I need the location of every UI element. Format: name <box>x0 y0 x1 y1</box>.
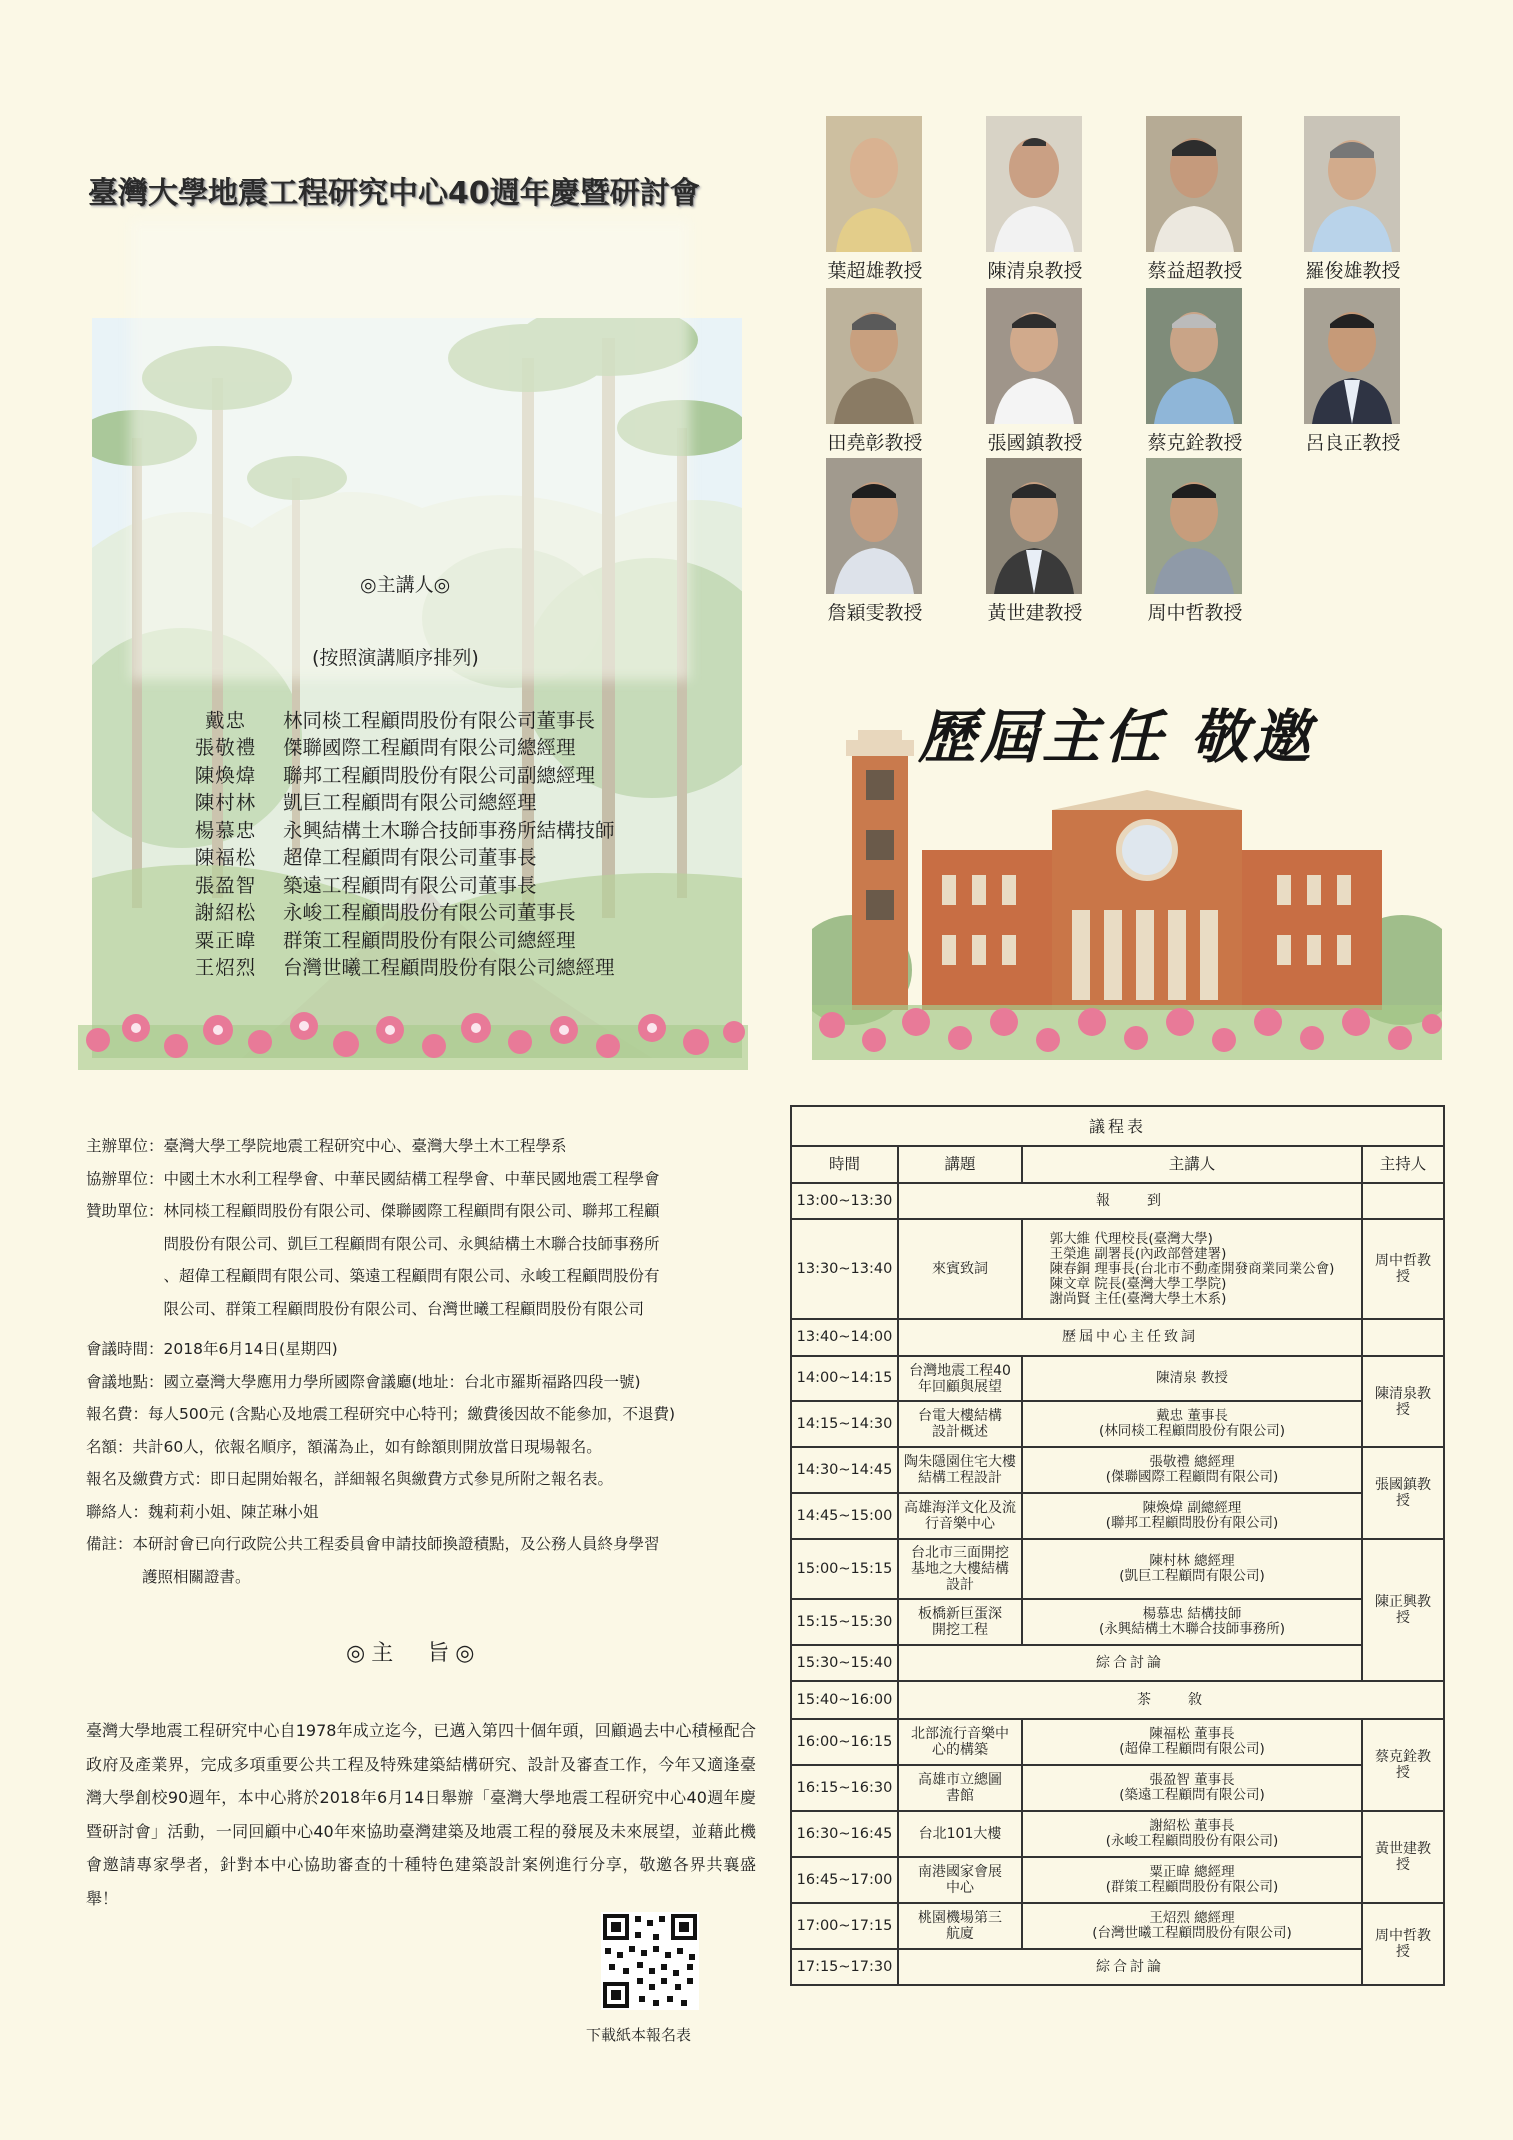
flower-border-left <box>78 990 748 1070</box>
agenda-row <box>791 1765 1444 1811</box>
professor-photo <box>1304 288 1400 424</box>
speaker-row <box>168 953 728 981</box>
professor-card <box>960 288 1090 460</box>
agenda-title-row <box>791 1106 1444 1146</box>
agenda-time: 17:15~17:30 <box>791 1949 898 1985</box>
agenda-topic <box>898 1903 1022 1949</box>
sponsor-line: 問股份有限公司、凱巨工程顧問有限公司、永興結構土木聯合技師事務所 <box>163 1234 660 1253</box>
agenda-header-row <box>791 1146 1444 1183</box>
host-name: 周中哲教授 <box>1375 1928 1431 1960</box>
agenda-time: 15:00~15:15 <box>791 1539 898 1599</box>
agenda-row <box>791 1811 1444 1857</box>
host-name: 陳正興教授 <box>1375 1594 1431 1626</box>
speaker-row <box>168 870 728 898</box>
agenda-topic <box>898 1539 1022 1599</box>
agenda-row <box>791 1903 1444 1949</box>
agenda-time: 16:15~16:30 <box>791 1765 898 1811</box>
agenda-time: 13:40~14:00 <box>791 1319 898 1356</box>
agenda-title: 議程表 <box>791 1106 1444 1146</box>
agenda-row <box>791 1719 1444 1765</box>
agenda-host <box>1362 1811 1444 1903</box>
agenda-host <box>1362 1903 1444 1985</box>
agenda-topic: 台北101大樓 <box>898 1811 1022 1857</box>
agenda-host <box>1362 1539 1444 1681</box>
speaker-company: 凱巨工程顧問有限公司總經理 <box>283 791 537 815</box>
speaker-company: (永興結構土木聯合技師事務所) <box>1098 1621 1286 1637</box>
guest-speaker: 陳文章 院長(臺灣大學工學院) <box>1049 1275 1227 1292</box>
speaker-name: 陳煥煒 副總經理 <box>1142 1500 1242 1516</box>
topic-text: 桃園機場第三航廈 <box>918 1910 1002 1942</box>
professor-card <box>1120 458 1250 630</box>
agenda-time: 13:00~13:30 <box>791 1183 898 1219</box>
agenda-speaker <box>1022 1493 1362 1539</box>
agenda-time: 14:30~14:45 <box>791 1447 898 1493</box>
speaker-company: (永峻工程顧問股份有限公司) <box>1105 1833 1279 1849</box>
professor-card <box>960 458 1090 630</box>
speaker-company: 台灣世曦工程顧問股份有限公司總經理 <box>283 956 615 980</box>
agenda-row <box>791 1539 1444 1599</box>
agenda-topic <box>898 1719 1022 1765</box>
topic-text: 台電大樓結構設計概述 <box>918 1408 1002 1440</box>
agenda-host <box>1362 1219 1444 1319</box>
agenda-speaker <box>1022 1765 1362 1811</box>
speaker-name: 楊慕忠 結構技師 <box>1142 1606 1242 1622</box>
host-name: 張國鎮教授 <box>1375 1477 1431 1509</box>
professor-card <box>1278 116 1408 288</box>
speaker-name: 謝紹松 <box>194 901 257 925</box>
agenda-row <box>791 1599 1444 1645</box>
professor-photo <box>986 288 1082 424</box>
speaker-company: 超偉工程顧問有限公司董事長 <box>283 846 537 870</box>
professor-name: 周中哲教授 <box>1147 602 1243 624</box>
speaker-name: 張盈智 董事長 <box>1149 1772 1235 1788</box>
header-host: 主持人 <box>1362 1146 1444 1183</box>
agenda-host <box>1362 1356 1444 1447</box>
speaker-name: 戴忠 董事長 <box>1156 1408 1228 1424</box>
sponsor-label: 贊助單位： <box>86 1202 164 1220</box>
agenda-speaker <box>1022 1857 1362 1903</box>
professor-name: 呂良正教授 <box>1305 432 1401 454</box>
professor-photo <box>1146 458 1242 594</box>
agenda-time: 14:00~14:15 <box>791 1356 898 1401</box>
guest-speaker: 謝尚賢 主任(臺灣大學土木系) <box>1049 1290 1227 1307</box>
agenda-item: 報 到 <box>898 1183 1362 1219</box>
speaker-name: 王炤烈 總經理 <box>1149 1910 1235 1926</box>
speaker-heading: ◎主講人◎ <box>360 574 451 596</box>
note-text: 備註：本研討會已向行政院公共工程委員會申請技師換證積點，及公務人員終身學習 <box>86 1535 660 1553</box>
host-name: 周中哲教授 <box>1375 1253 1431 1285</box>
speaker-row <box>168 815 728 843</box>
speaker-list <box>168 705 728 980</box>
speaker-row <box>168 788 728 816</box>
agenda-time: 13:30~13:40 <box>791 1219 898 1319</box>
agenda-speaker <box>1022 1447 1362 1493</box>
co-organizer-label: 協辦單位： <box>86 1169 164 1188</box>
agenda-row <box>791 1949 1444 1985</box>
professor-card <box>800 288 930 460</box>
sponsor-line: 、超偉工程顧問有限公司、築遠工程顧問有限公司、永峻工程顧問股份有 <box>163 1267 660 1285</box>
speaker-company: 林同棪工程顧問股份有限公司董事長 <box>283 708 596 732</box>
agenda-speaker <box>1022 1719 1362 1765</box>
agenda-row <box>791 1857 1444 1903</box>
professor-name: 蔡克銓教授 <box>1147 432 1243 454</box>
professor-name: 張國鎮教授 <box>987 432 1083 454</box>
agenda-row <box>791 1319 1444 1356</box>
speaker-company: (群策工程顧問股份有限公司) <box>1105 1879 1279 1895</box>
agenda-speaker <box>1022 1219 1362 1319</box>
agenda-time: 16:00~16:15 <box>791 1719 898 1765</box>
agenda-host <box>1362 1719 1444 1811</box>
agenda-row <box>791 1493 1444 1539</box>
co-organizer-text: 中國土木水利工程學會、中華民國結構工程學會、中華民國地震工程學會 <box>163 1169 660 1188</box>
professor-photo <box>826 288 922 424</box>
agenda-row <box>791 1401 1444 1447</box>
speaker-company: (林同棪工程顧問股份有限公司) <box>1098 1423 1286 1439</box>
professor-name: 葉超雄教授 <box>827 260 923 282</box>
topic-text: 台北市三面開挖基地之大樓結構設計 <box>911 1545 1009 1593</box>
speaker-name: 陳福松 <box>194 846 257 870</box>
agenda-topic <box>898 1356 1022 1401</box>
speaker-order-note: (按照演講順序排列) <box>312 647 479 669</box>
professor-photo <box>826 116 922 252</box>
professor-photo <box>986 116 1082 252</box>
professor-name: 田堯彰教授 <box>827 432 923 454</box>
speaker-name: 王炤烈 <box>194 956 257 980</box>
venue-text: 會議地點：國立臺灣大學應用力學所國際會議廳(地址：台北市羅斯福路四段一號) <box>86 1372 641 1391</box>
agenda-item: 茶 敘 <box>898 1681 1444 1719</box>
speaker-row <box>168 843 728 871</box>
speaker-company: (台灣世曦工程顧問股份有限公司) <box>1092 1925 1292 1941</box>
professor-name: 蔡益超教授 <box>1147 260 1243 282</box>
topic-text: 高雄市立總圖書館 <box>918 1772 1002 1804</box>
speaker-company: 聯邦工程顧問股份有限公司副總經理 <box>283 763 596 787</box>
agenda-host-empty <box>1362 1183 1444 1219</box>
speaker-name: 粟正暐 總經理 <box>1149 1864 1235 1880</box>
former-directors-grid <box>800 116 1450 636</box>
speaker-row <box>168 705 728 733</box>
speaker-name: 謝紹松 董事長 <box>1149 1818 1235 1834</box>
host-name: 蔡克銓教授 <box>1375 1749 1431 1781</box>
topic-text: 南港國家會展中心 <box>918 1864 1002 1896</box>
professor-name: 陳清泉教授 <box>987 260 1083 282</box>
topic-text: 板橋新巨蛋深開挖工程 <box>918 1606 1002 1638</box>
speaker-company: (傑聯國際工程顧問有限公司) <box>1105 1469 1279 1485</box>
agenda-host <box>1362 1447 1444 1539</box>
professor-card <box>800 458 930 630</box>
agenda-speaker: 陳清泉 教授 <box>1022 1356 1362 1401</box>
guest-speaker: 郭大維 代理校長(臺灣大學) <box>1049 1230 1213 1247</box>
speaker-name: 陳村林 總經理 <box>1149 1553 1235 1569</box>
sponsor-line: 林同棪工程顧問股份有限公司、傑聯國際工程顧問有限公司、聯邦工程顧 <box>163 1202 660 1220</box>
agenda-topic <box>898 1493 1022 1539</box>
agenda-time: 14:15~14:30 <box>791 1401 898 1447</box>
agenda-topic: 來賓致詞 <box>898 1219 1022 1319</box>
contact-text: 聯絡人：魏莉莉小姐、陳芷琳小姐 <box>86 1502 319 1521</box>
agenda-time: 17:00~17:15 <box>791 1903 898 1949</box>
note-text-cont: 護照相關證書。 <box>142 1567 251 1586</box>
agenda-row <box>791 1681 1444 1719</box>
professor-name: 黃世建教授 <box>987 602 1083 624</box>
agenda-topic <box>898 1857 1022 1903</box>
header-time: 時間 <box>791 1146 898 1183</box>
topic-text: 台灣地震工程40年回顧與展望 <box>909 1362 1011 1395</box>
agenda-row <box>791 1356 1444 1401</box>
professor-photo <box>986 458 1082 594</box>
speaker-company: 永興結構土木聯合技師事務所結構技師 <box>283 818 615 842</box>
agenda-speaker <box>1022 1903 1362 1949</box>
organizer-label: 主辦單位： <box>86 1137 164 1155</box>
fee-text: 報名費：每人500元 (含點心及地震工程研究中心特刊；繳費後因故不能參加，不退費) <box>86 1405 676 1423</box>
topic-text: 北部流行音樂中心的構築 <box>911 1726 1009 1758</box>
professor-card <box>1120 288 1250 460</box>
agenda-time: 16:45~17:00 <box>791 1857 898 1903</box>
sponsor-row <box>86 1195 776 1325</box>
host-name: 黃世建教授 <box>1375 1841 1431 1873</box>
page-title: 臺灣大學地震工程研究中心40週年慶暨研討會 <box>88 176 700 211</box>
organizer-row <box>86 1130 776 1163</box>
speaker-company: (凱巨工程顧問有限公司) <box>1119 1568 1265 1584</box>
agenda-item: 綜合討論 <box>898 1949 1362 1985</box>
professor-name: 詹穎雯教授 <box>827 602 923 624</box>
topic-text: 高雄海洋文化及流行音樂中心 <box>904 1500 1016 1532</box>
agenda-row <box>791 1645 1444 1681</box>
guest-speaker: 陳春銅 理事長(台北市不動產開發商業同業公會) <box>1049 1260 1335 1277</box>
speaker-name: 張敬禮 總經理 <box>1149 1454 1235 1470</box>
speaker-company: 群策工程顧問股份有限公司總經理 <box>283 928 576 952</box>
host-name: 陳清泉教授 <box>1375 1385 1431 1418</box>
date-text: 會議時間：2018年6月14日(星期四) <box>86 1340 338 1358</box>
agenda-row <box>791 1183 1444 1219</box>
qr-label: 下載紙本報名表 <box>586 2026 692 2044</box>
agenda-item: 綜合討論 <box>898 1645 1362 1681</box>
speaker-company: (超偉工程顧問有限公司) <box>1119 1741 1265 1757</box>
invite-title: 歷屆主任 敬邀 <box>918 703 1315 771</box>
professor-name: 羅俊雄教授 <box>1305 260 1401 282</box>
speaker-row <box>168 898 728 926</box>
agenda-topic <box>898 1401 1022 1447</box>
agenda-time: 15:15~15:30 <box>791 1599 898 1645</box>
agenda-speaker <box>1022 1599 1362 1645</box>
speaker-row <box>168 760 728 788</box>
agenda-table <box>790 1105 1443 1986</box>
speaker-company: (築遠工程顧問有限公司) <box>1119 1787 1265 1803</box>
sponsor-line: 限公司、群策工程顧問股份有限公司、台灣世曦工程顧問股份有限公司 <box>163 1299 645 1318</box>
organizer-text: 臺灣大學工學院地震工程研究中心、臺灣大學土木工程學系 <box>163 1137 567 1155</box>
agenda-time: 15:30~15:40 <box>791 1645 898 1681</box>
speaker-name: 戴忠 <box>204 708 246 732</box>
speaker-name: 陳福松 董事長 <box>1149 1726 1235 1742</box>
agenda-speaker <box>1022 1811 1362 1857</box>
agenda-host-empty <box>1362 1319 1444 1356</box>
agenda-speaker <box>1022 1539 1362 1599</box>
speaker-name: 楊慕忠 <box>194 818 257 842</box>
agenda-row <box>791 1447 1444 1493</box>
co-organizer-row <box>86 1163 776 1196</box>
professor-card <box>800 116 930 288</box>
professor-card <box>1120 116 1250 288</box>
speaker-name: 陳村林 <box>194 791 257 815</box>
speaker-name: 陳煥煒 <box>194 763 257 787</box>
professor-photo <box>1304 116 1400 252</box>
sponsor-text <box>164 1195 776 1325</box>
registration-qr-code[interactable] <box>601 1912 699 2010</box>
agenda-time: 15:40~16:00 <box>791 1681 898 1719</box>
purpose-heading: ◎主 旨◎ <box>346 1641 481 1666</box>
header-speaker: 主講人 <box>1022 1146 1362 1183</box>
professor-photo <box>826 458 922 594</box>
speaker-name: 粟正暐 <box>194 928 257 952</box>
topic-text: 陶朱隱園住宅大樓結構工程設計 <box>904 1454 1016 1486</box>
speaker-company: 永峻工程顧問股份有限公司董事長 <box>283 901 576 925</box>
agenda-speaker <box>1022 1401 1362 1447</box>
speaker-company: 傑聯國際工程顧問有限公司總經理 <box>283 736 576 760</box>
agenda-topic <box>898 1447 1022 1493</box>
speaker-company: 築遠工程顧問有限公司董事長 <box>283 873 537 897</box>
registration-text: 報名及繳費方式：即日起開始報名，詳細報名與繳費方式參見所附之報名表。 <box>86 1470 614 1488</box>
agenda-row <box>791 1219 1444 1319</box>
agenda-topic <box>898 1765 1022 1811</box>
purpose-text: 臺灣大學地震工程研究中心自1978年成立迄今，已邁入第四十個年頭，回顧過去中心積極配合政府及產業界，完成多項重要公共工程及特殊建築結構研究、設計及審查工作，今年又適逢臺灣大學創校90週年，本中心將於2018年6月14日舉辦「臺灣大學地震工程研究中心40週年慶暨研討會」活動，一同回顧中心40年來協助臺灣建築及地震工程的發展及未來展望，並藉此機會邀請專家學者，針對本中心協助審查的十種特色建築設計案例進行分享，敬邀各界共襄盛舉！ <box>86 1721 756 1908</box>
quota-text: 名額：共計60人，依報名順序，額滿為止，如有餘額則開放當日現場報名。 <box>86 1437 602 1456</box>
professor-card <box>960 116 1090 288</box>
agenda-time: 14:45~15:00 <box>791 1493 898 1539</box>
header-topic: 講題 <box>898 1146 1022 1183</box>
speaker-name: 張盈智 <box>194 873 257 897</box>
event-info <box>86 1130 776 1593</box>
speaker-company: (聯邦工程顧問股份有限公司) <box>1105 1515 1279 1531</box>
agenda-time: 16:30~16:45 <box>791 1811 898 1857</box>
text-backdrop <box>130 220 690 680</box>
speaker-row <box>168 925 728 953</box>
agenda-topic <box>898 1599 1022 1645</box>
professor-photo <box>1146 288 1242 424</box>
professor-card <box>1278 288 1408 460</box>
speaker-row <box>168 733 728 761</box>
guest-speaker: 王榮進 副署長(內政部營建署) <box>1049 1245 1227 1262</box>
speaker-name: 張敬禮 <box>194 736 257 760</box>
agenda-item: 歷屆中心主任致詞 <box>898 1319 1362 1356</box>
professor-photo <box>1146 116 1242 252</box>
